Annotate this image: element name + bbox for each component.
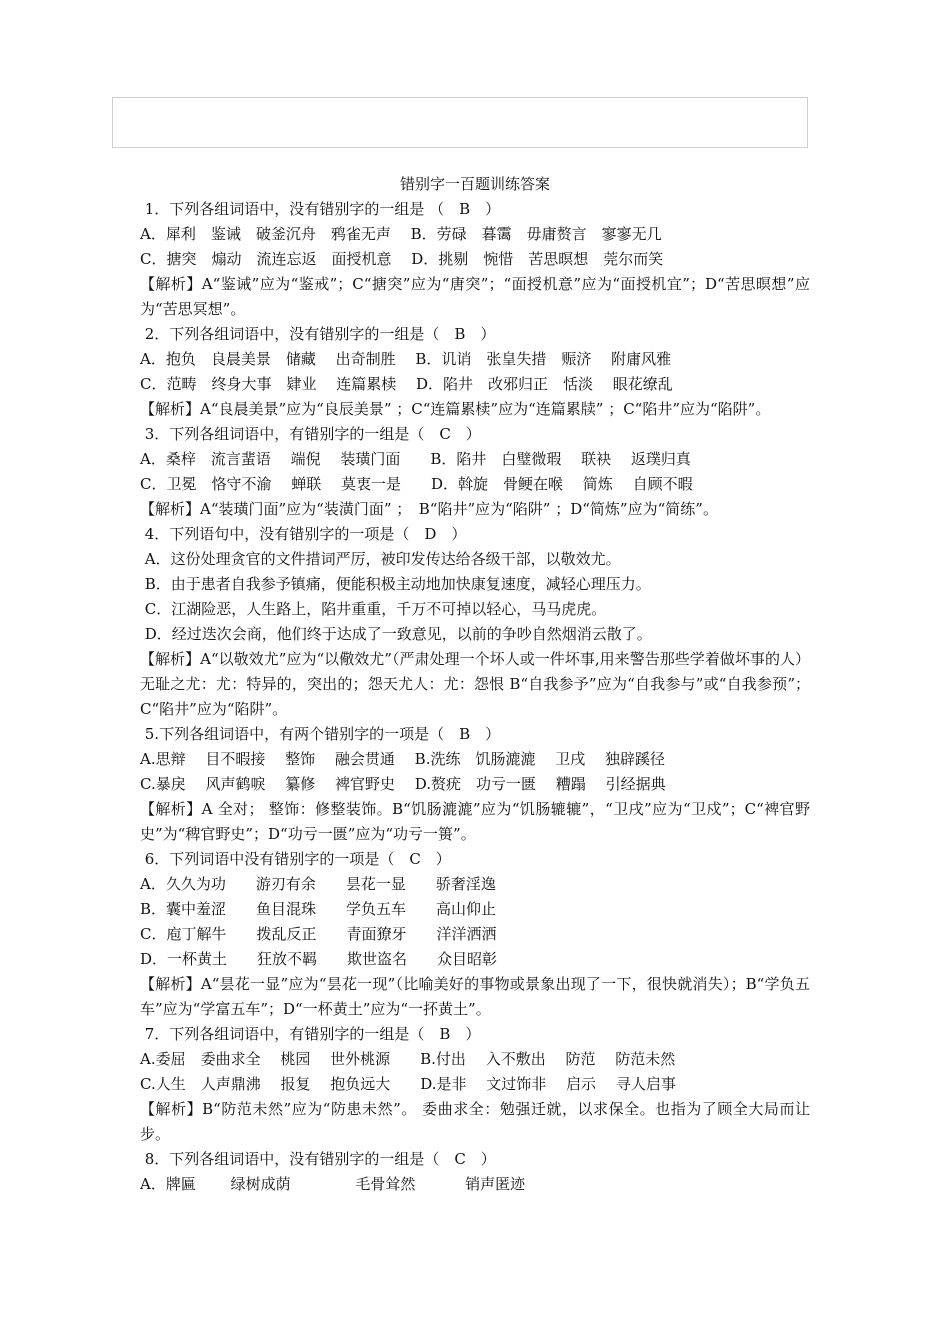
analysis-paragraph: 【解析】A 全对； 整饰：修整装饰。B“饥肠漉漉”应为“饥肠辘辘”，“卫戌”应为“卫戍”；C“裨官野史”为“稗官野史”；D“功亏一匮”应为“功亏一篑”。 (140, 800, 810, 843)
question-line: 1．下列各组词语中，没有错别字的一组是 （ B ） (140, 200, 501, 218)
option-line: C．卫冕 恪守不渝 蝉联 莫衷一是 D．斡旋 骨鲠在喉 简炼 自顾不暇 (140, 475, 693, 493)
question-line: 7．下列各组词语中，有错别字的一组是（ B ） (140, 1025, 481, 1043)
option-line: 【解析】A“装璜门面”应为“装潢门面” ； B“陷井”应为“陷阱” ；D“简炼”应为“简练”。 (140, 500, 718, 518)
option-line: B．由于患者自我参予镇痛，便能积极主动地加快康复速度，减轻心理压力。 (140, 575, 651, 593)
option-line: C．范畴 终身大事 肄业 连篇累椟 D．陷井 改邪归正 恬淡 眼花缭乱 (140, 375, 673, 393)
analysis-paragraph: 【解析】A“以敬效尤”应为“以儆效尤”（严肃处理一个坏人或一件坏事,用来警告那些学着做坏事的人）无耻之尤：尤：特异的，突出的；怨天尤人：尤：怨恨 B“自我参予”应为“自我参与”或“自我参预”；C“陷井”应为“陷阱”。 (140, 650, 810, 718)
option-line: A．犀利 鉴诫 破釜沉舟 鸦雀无声 B．劳碌 暮霭 毋庸赘言 寥寥无几 (140, 225, 662, 243)
analysis-paragraph: 【解析】A“昙花一显”应为“昙花一现”（比喻美好的事物或景象出现了一下，很快就消失）；B“学负五车”应为“学富五车”；D“一杯黄土”应为“一抔黄土”。 (140, 975, 810, 1018)
question-line: 3．下列各组词语中，有错别字的一组是（ C ） (140, 425, 481, 443)
header-frame (112, 97, 808, 148)
option-line: A.委屈 委曲求全 桃园 世外桃源 B.付出 入不敷出 防范 防范未然 (140, 1050, 676, 1068)
option-line: C．搪突 煽动 流连忘返 面授机意 D．挑剔 惋惜 苦思暝想 莞尔而笑 (140, 250, 664, 268)
option-line: A．抱负 良晨美景 储藏 出奇制胜 B．讥诮 张皇失措 赈济 附庸风雅 (140, 350, 672, 368)
page-title: 错别字一百题训练答案 (399, 175, 550, 193)
document-body (140, 172, 820, 1197)
option-line: C．庖丁解牛 拨乱反正 青面獠牙 洋洋洒洒 (140, 925, 497, 943)
question-line: 5.下列各组词语中，有两个错别字的一项是（ B ） (140, 725, 501, 743)
option-line: B．囊中羞涩 鱼目混珠 学负五车 高山仰止 (140, 900, 497, 918)
option-line: 【解析】A“良晨美景”应为“良辰美景” ；C“连篇累椟”应为“连篇累牍” ；C“陷井”应为“陷阱”。 (140, 400, 771, 418)
analysis-paragraph: 【解析】B“防范未然”应为“防患未然”。 委曲求全：勉强迁就，以求保全。也指为了顾全大局而让步。 (140, 1100, 810, 1143)
option-line: A．这份处理贪官的文件措词严厉，被印发传达给各级干部，以敬效尤。 (140, 550, 621, 568)
option-line: D．经过迭次会商，他们终于达成了一致意见，以前的争吵自然烟消云散了。 (140, 625, 652, 643)
analysis-paragraph: 【解析】A“鉴诫”应为“鉴戒”；C“搪突”应为“唐突”；“面授机意”应为“面授机宜”；D“苦思暝想”应为“苦思冥想”。 (140, 275, 810, 318)
option-line: C.人生 人声鼎沸 报复 抱负远大 D.是非 文过饰非 启示 寻人启事 (140, 1075, 676, 1093)
option-line: A．牌匾 绿树成荫 毛骨耸然 销声匿迹 (140, 1175, 526, 1193)
option-line: D．一杯黄土 狂放不羁 欺世盗名 众目昭彰 (140, 950, 498, 968)
option-line: C.暴戾 风声鹤唳 纂修 裨官野史 D.赘疣 功亏一匮 糟蹋 引经据典 (140, 775, 666, 793)
question-line: 8．下列各组词语中，没有错别字的一组是（ C ） (140, 1150, 496, 1168)
question-line: 4．下列语句中，没有错别字的一项是（ D ） (140, 525, 467, 543)
option-line: C．江湖险恶，人生路上，陷井重重，千万不可掉以轻心，马马虎虎。 (140, 600, 607, 618)
option-line: A．桑梓 流言蜚语 端倪 装璜门面 B．陷井 白璧微瑕 联袂 返璞归真 (140, 450, 691, 468)
question-line: 2．下列各组词语中，没有错别字的一组是（ B ） (140, 325, 496, 343)
document-content (140, 197, 820, 1197)
option-line: A.思辩 目不暇接 整饰 融会贯通 B.洗练 饥肠漉漉 卫戌 独辟蹊径 (140, 750, 666, 768)
option-line: A．久久为功 游刃有余 昙花一显 骄奢淫逸 (140, 875, 496, 893)
question-line: 6．下列词语中没有错别字的一项是（ C ） (140, 850, 451, 868)
